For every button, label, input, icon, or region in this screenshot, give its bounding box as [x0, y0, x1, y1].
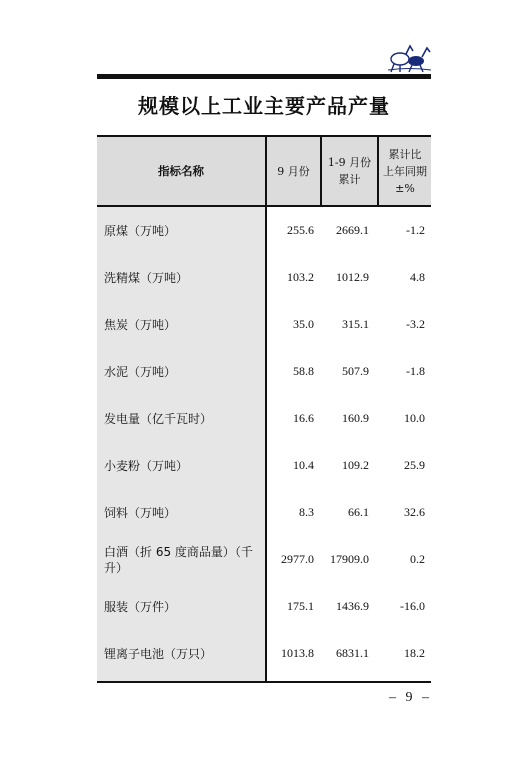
table-row: [97, 254, 431, 301]
row-month: 10.4: [293, 458, 314, 472]
row-cumulative: 109.2: [342, 458, 369, 472]
row-cumulative: 315.1: [342, 317, 369, 331]
header-cumulative-line2: 累计: [338, 173, 361, 186]
header-yoy: [379, 137, 431, 205]
row-yoy: 10.0: [404, 411, 425, 425]
table-row: [97, 207, 431, 254]
row-month: 35.0: [293, 317, 314, 331]
table-row: [97, 348, 431, 395]
row-name: 焦炭（万吨）: [104, 317, 177, 332]
row-month: 175.1: [287, 599, 314, 613]
row-month: 1013.8: [281, 646, 314, 660]
row-cumulative: 66.1: [348, 505, 369, 519]
page-number: – 9 –: [389, 690, 432, 705]
row-name: 原煤（万吨）: [104, 223, 177, 238]
row-month: 103.2: [287, 270, 314, 284]
production-table: [97, 135, 431, 683]
table-row: [97, 489, 431, 536]
top-rule: [97, 74, 431, 79]
row-yoy: -3.2: [406, 317, 425, 331]
row-name: 饲料（万吨）: [104, 505, 177, 520]
row-name: 小麦粉（万吨）: [104, 458, 189, 473]
row-yoy: 4.8: [410, 270, 425, 284]
row-cumulative: 1436.9: [336, 599, 369, 613]
table-row: [97, 395, 431, 442]
row-cumulative: 1012.9: [336, 270, 369, 284]
row-yoy: 25.9: [404, 458, 425, 472]
header-yoy-line2: 上年同期: [383, 164, 427, 178]
page-title: 规模以上工业主要产品产量: [138, 94, 390, 118]
row-cumulative: 507.9: [342, 364, 369, 378]
table-row: [97, 583, 431, 630]
header-yoy-line1: 累计比: [388, 147, 422, 161]
row-yoy: 32.6: [404, 505, 425, 519]
header-cumulative: [322, 137, 377, 205]
row-yoy: -16.0: [400, 599, 425, 613]
table-row: [97, 442, 431, 489]
row-month: 8.3: [299, 505, 314, 519]
row-yoy: 0.2: [410, 552, 425, 566]
table-body: [97, 207, 431, 683]
row-cumulative: 17909.0: [330, 552, 369, 566]
row-cumulative: 2669.1: [336, 223, 369, 237]
row-month: 255.6: [287, 223, 314, 237]
row-name: 发电量（亿千瓦时）: [104, 411, 213, 426]
row-yoy: 18.2: [404, 646, 425, 660]
row-yoy: -1.2: [406, 223, 425, 237]
table-row: [97, 536, 431, 583]
table-header: [97, 135, 431, 207]
row-name: 洗精煤（万吨）: [104, 270, 189, 285]
row-name: 白酒（折 65 度商品量）（千升）: [104, 544, 253, 575]
header-cumulative-line1: 1-9 月份: [327, 156, 372, 169]
header-yoy-line3: ±%: [395, 181, 415, 195]
table-row: [97, 301, 431, 348]
header-month: 9 月份: [277, 164, 310, 178]
header-indicator-name: 指标名称: [158, 163, 204, 178]
row-yoy: -1.8: [406, 364, 425, 378]
row-month: 16.6: [293, 411, 314, 425]
row-month: 2977.0: [281, 552, 314, 566]
row-name: 服装（万件）: [104, 599, 177, 614]
row-name: 水泥（万吨）: [104, 364, 177, 379]
row-cumulative: 160.9: [342, 411, 369, 425]
table-row: [97, 630, 431, 677]
horse-logo-icon: [386, 40, 432, 74]
row-name: 锂离子电池（万只）: [104, 646, 213, 661]
row-cumulative: 6831.1: [336, 646, 369, 660]
row-month: 58.8: [293, 364, 314, 378]
